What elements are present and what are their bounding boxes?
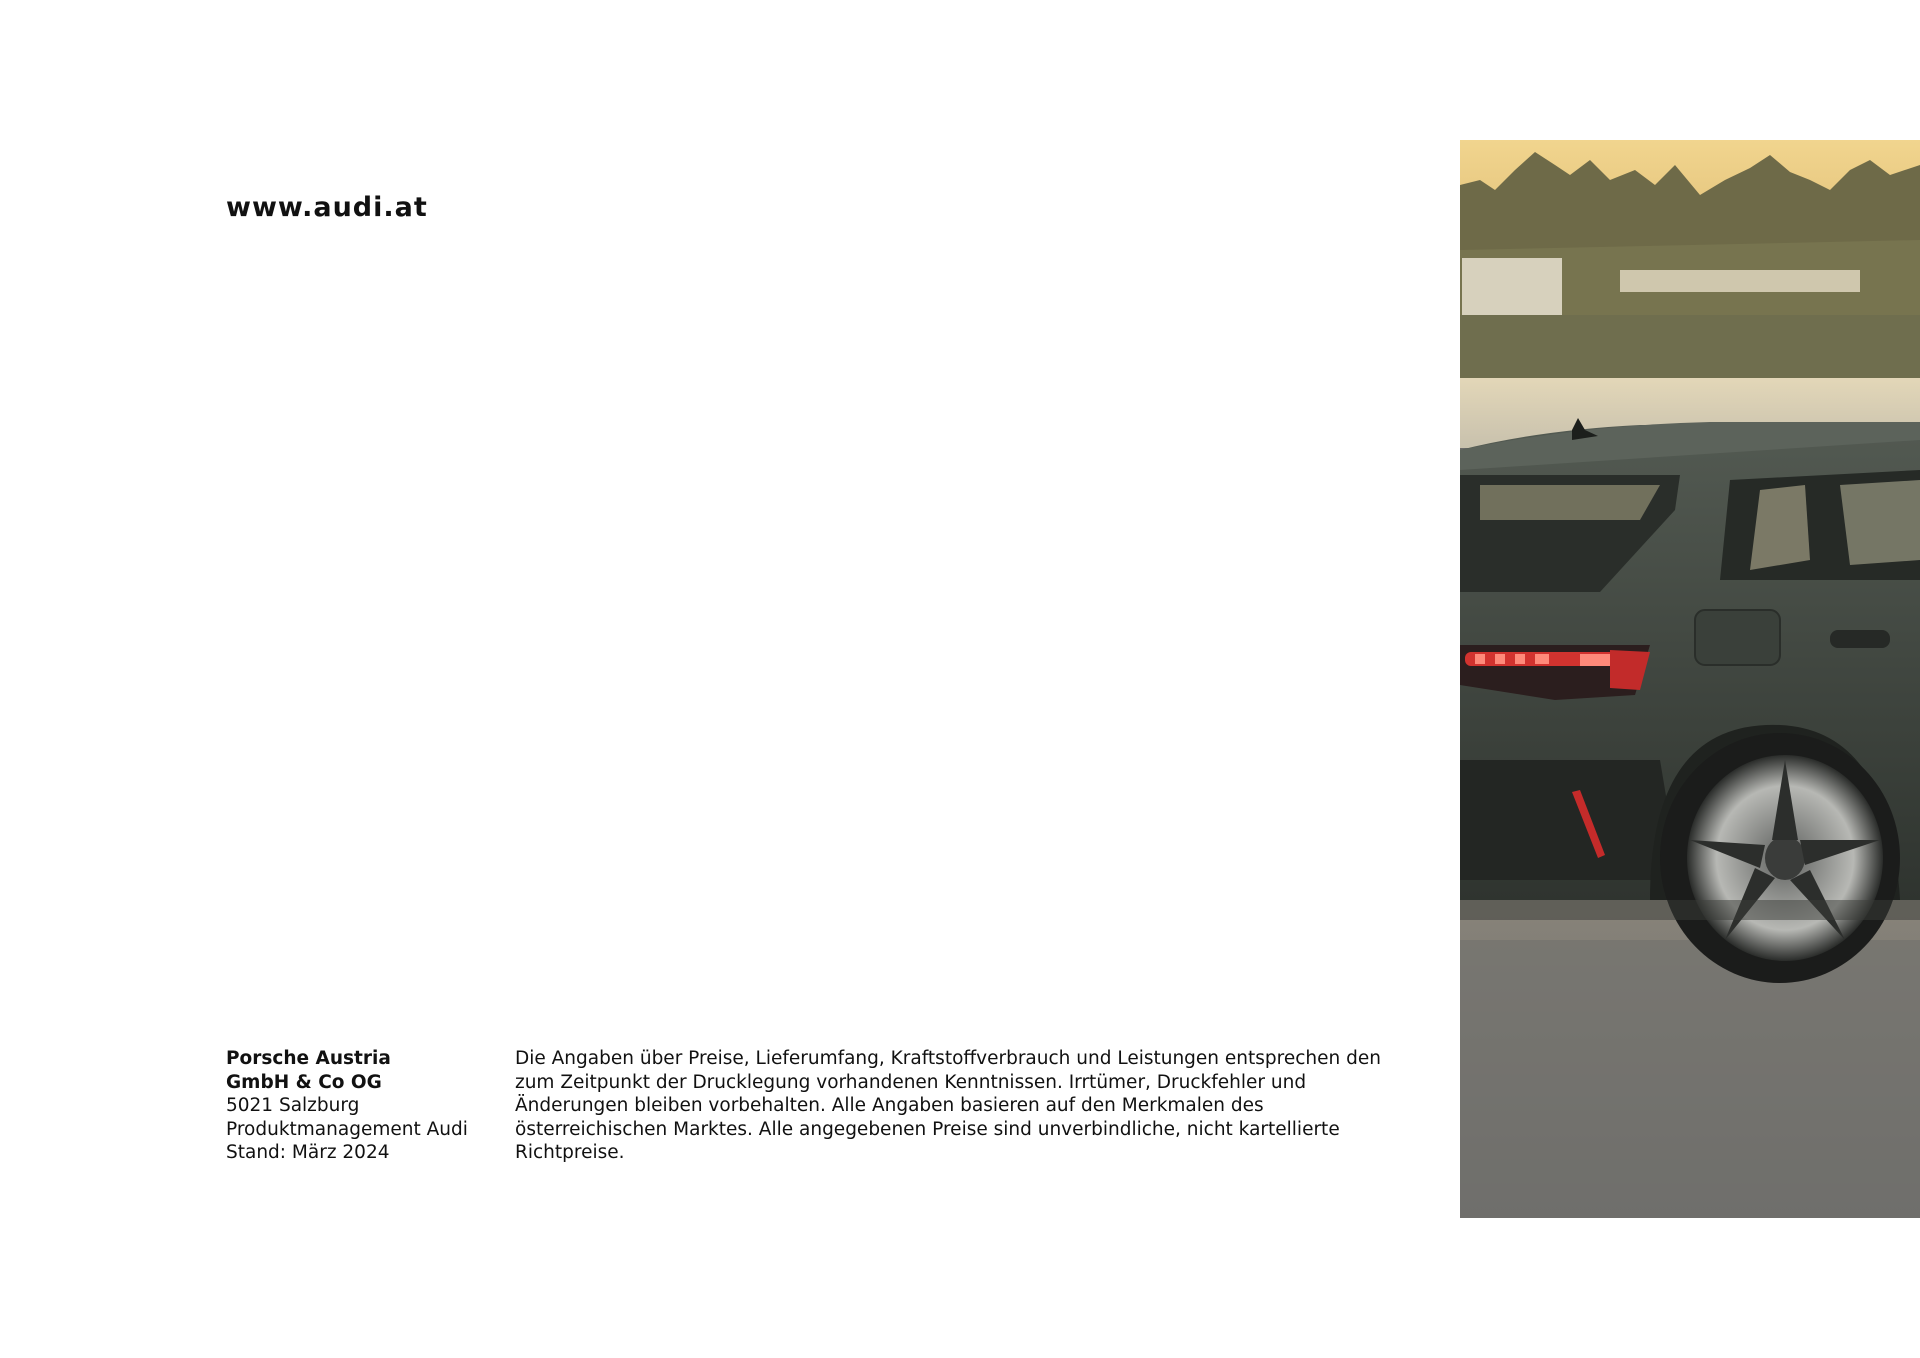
company-city: 5021 Salzburg [226, 1095, 360, 1116]
car-rear-photo [1460, 140, 1920, 1218]
website-url: www.audi.at [226, 192, 428, 223]
company-department: Produktmanagement Audi [226, 1118, 468, 1140]
company-name-line-1: Porsche Austria [226, 1048, 391, 1069]
legal-disclaimer: Die Angaben über Preise, Lieferumfang, Kraftstoffverbrauch und Leistungen entsprechen den zum Zeitpunkt der Drucklegung vorhandenen Kenntnissen. Irrtümer, Druckfehler und Änderungen bleiben vorbehalten. Alle Angaben basieren auf den Merkmalen des österreichischen Marktes. Alle angegebenen Preise sind unverbindliche, nicht kartellierte Richtpreise. [515, 1048, 1381, 1163]
company-name-line-2: GmbH & Co OG [226, 1071, 382, 1093]
imprint-block [226, 1047, 486, 1165]
publication-date: Stand: März 2024 [226, 1142, 390, 1163]
